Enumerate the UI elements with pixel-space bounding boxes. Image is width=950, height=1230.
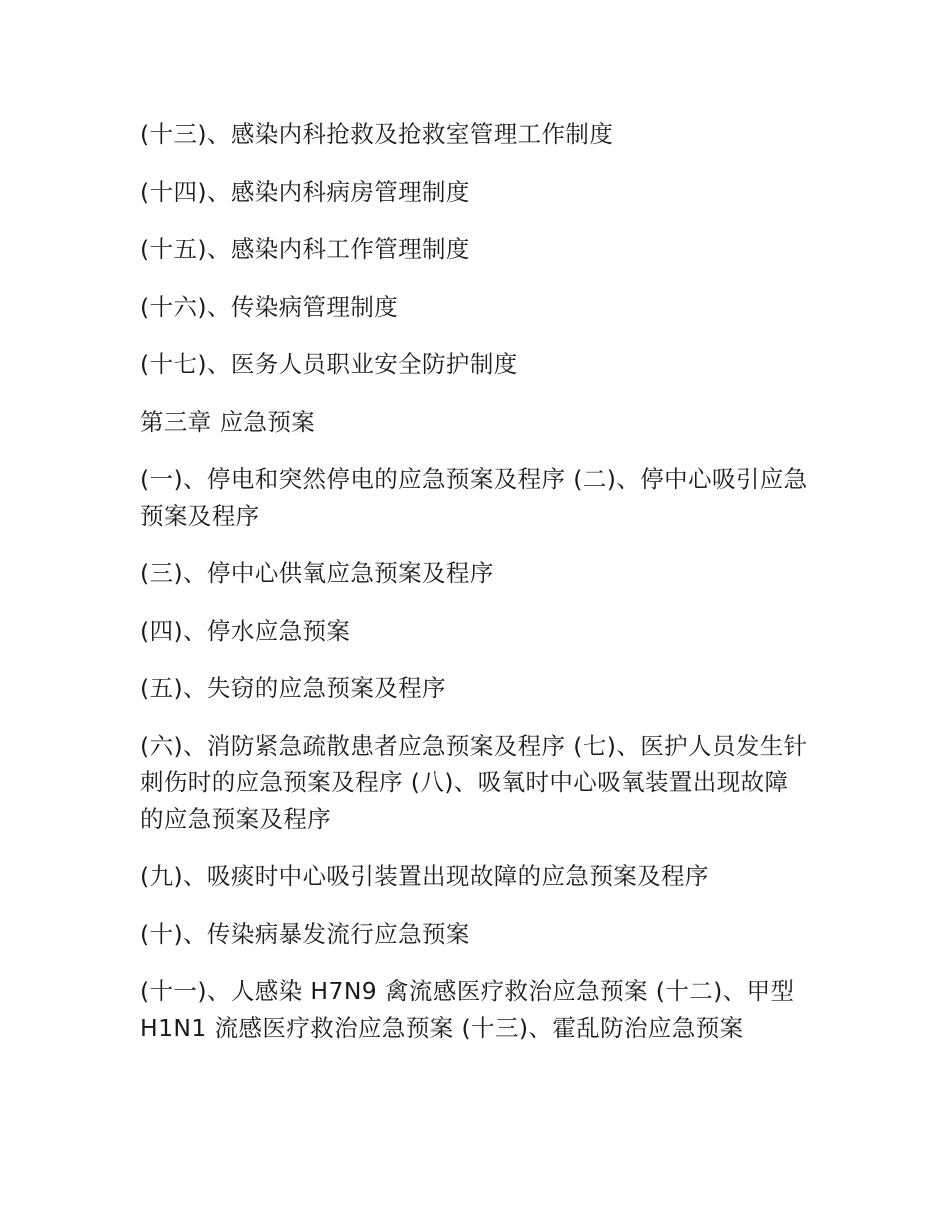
toc-item-fire-evacuation: (六)、消防紧急疏散患者应急预案及程序 (七)、医护人员发生针刺伤时的应急预案及程序 (八)、吸氧时中心吸氧装置出现故障的应急预案及程序 bbox=[140, 731, 808, 833]
toc-item-theft: (五)、失窃的应急预案及程序 bbox=[140, 674, 446, 702]
toc-item-oxygen-supply: (三)、停中心供氧应急预案及程序 bbox=[140, 559, 494, 587]
toc-item-16-infectious-disease: (十六)、传染病管理制度 bbox=[140, 292, 399, 321]
toc-item-power-outage: (一)、停电和突然停电的应急预案及程序 (二)、停中心吸引应急预案及程序 bbox=[140, 465, 808, 530]
toc-item-13-rescue-room: (十三)、感染内科抢救及抢救室管理工作制度 bbox=[140, 120, 614, 148]
chapter-heading: 第三章 应急预案 bbox=[140, 407, 316, 436]
toc-item-14-ward-management: (十四)、感染内科病房管理制度 bbox=[140, 177, 470, 206]
toc-item-epidemic-outbreak: (十)、传染病暴发流行应急预案 bbox=[140, 919, 470, 948]
toc-item-suction-failure: (九)、吸痰时中心吸引装置出现故障的应急预案及程序 bbox=[140, 862, 709, 890]
document-body bbox=[140, 116, 812, 1067]
toc-item-water-outage: (四)、停水应急预案 bbox=[140, 616, 351, 645]
toc-item-17-occupational-safety: (十七)、医务人员职业安全防护制度 bbox=[140, 350, 518, 378]
toc-item-15-work-management: (十五)、感染内科工作管理制度 bbox=[140, 235, 470, 263]
toc-item-influenza-cholera: (十一)、人感染 H7N9 禽流感医疗救治应急预案 (十二)、甲型 H1N1 流感医疗救治应急预案 (十三)、霍乱防治应急预案 bbox=[140, 977, 803, 1042]
